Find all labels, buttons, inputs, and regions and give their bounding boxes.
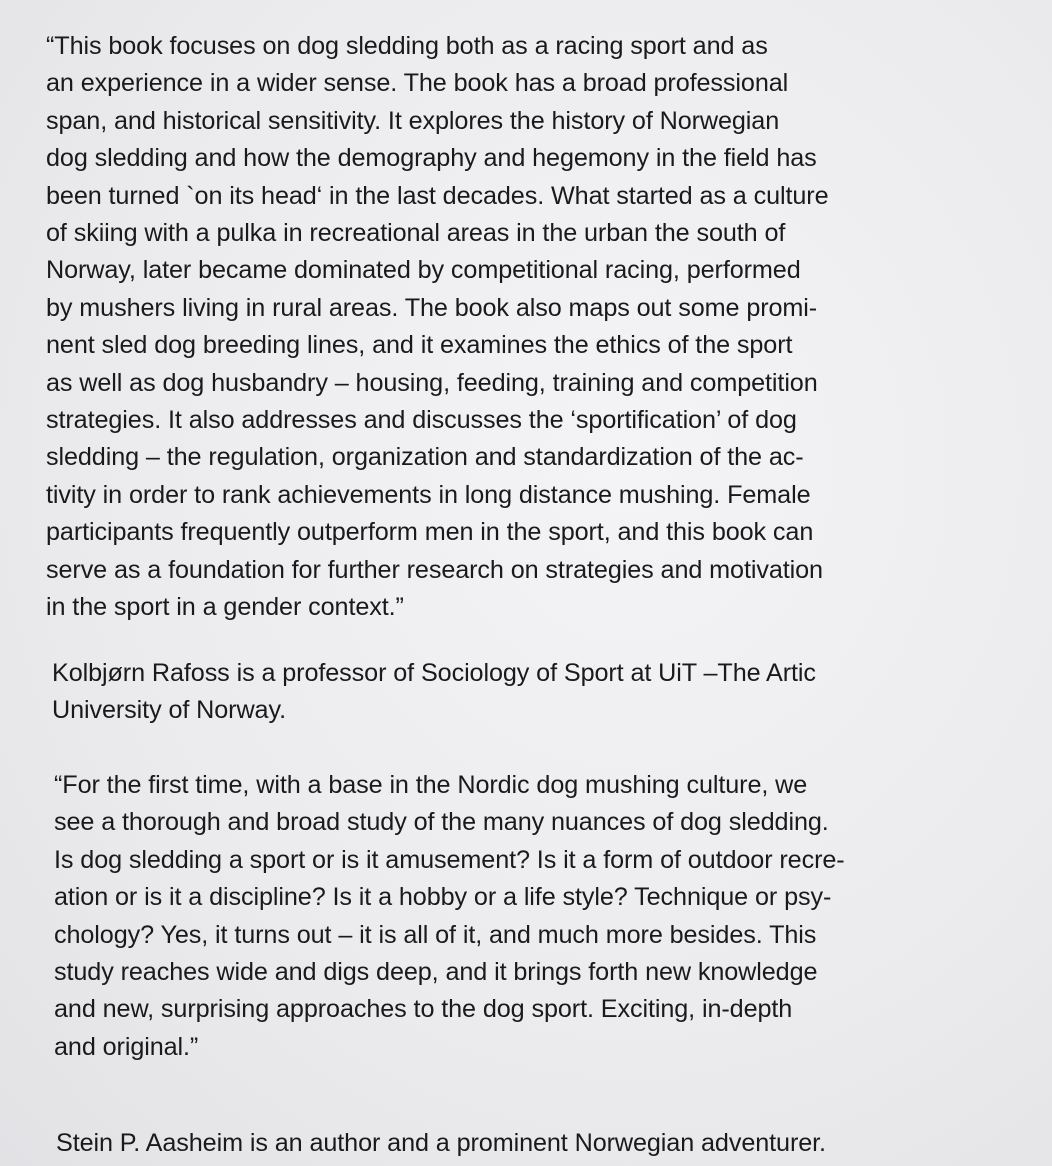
text-line: Stein P. Aasheim is an author and a prominent Norwegian adventurer. <box>56 1129 826 1157</box>
text-line: ation or is it a discipline? Is it a hobby or a life style? Technique or psy- <box>54 883 832 912</box>
text-line: chology? Yes, it turns out – it is all of it, and much more besides. This <box>54 920 817 949</box>
text-line: and original.” <box>54 1032 199 1061</box>
text-line: of skiing with a pulka in recreational areas in the urban the south of <box>46 219 786 248</box>
author-bio-rafoss <box>52 655 816 730</box>
text-line: in the sport in a gender context.” <box>46 593 404 622</box>
text-line: Kolbjørn Rafoss is a professor of Sociology of Sport at UiT –The Artic <box>52 659 816 687</box>
text-line: an experience in a wider sense. The book has a broad professional <box>46 69 789 98</box>
text-line: by mushers living in rural areas. The book also maps out some promi- <box>46 293 818 322</box>
text-line: University of Norway. <box>52 696 286 725</box>
text-line: as well as dog husbandry – housing, feeding, training and competition <box>46 368 818 397</box>
text-line: dog sledding and how the demography and hegemony in the field has <box>46 144 817 173</box>
text-line: serve as a foundation for further research on strategies and motivation <box>46 555 823 584</box>
text-line: Is dog sledding a sport or is it amusement? Is it a form of outdoor recre- <box>54 845 845 874</box>
text-line: tivity in order to rank achievements in long distance mushing. Female <box>46 480 811 509</box>
text-line: nent sled dog breeding lines, and it examines the ethics of the sport <box>46 331 793 360</box>
book-description-quote <box>46 28 828 627</box>
text-line: Norway, later became dominated by competitional racing, performed <box>46 256 801 285</box>
text-line: span, and historical sensitivity. It explores the history of Norwegian <box>46 106 780 135</box>
text-line: study reaches wide and digs deep, and it brings forth new knowledge <box>54 958 818 987</box>
text-line: “This book focuses on dog sledding both as a racing sport and as <box>46 32 768 60</box>
endorsement-quote <box>54 767 845 1066</box>
text-line: sledding – the regulation, organization and standardization of the ac- <box>46 443 804 472</box>
text-line: and new, surprising approaches to the dog sport. Exciting, in-depth <box>54 995 793 1024</box>
text-line: “For the first time, with a base in the Nordic dog mushing culture, we <box>54 771 808 799</box>
text-line: participants frequently outperform men in the sport, and this book can <box>46 518 814 547</box>
text-line: see a thorough and broad study of the many nuances of dog sledding. <box>54 808 829 837</box>
text-line: been turned `on its head‘ in the last decades. What started as a culture <box>46 181 829 210</box>
endorser-bio-aasheim <box>56 1125 826 1162</box>
text-line: strategies. It also addresses and discusses the ‘sportification’ of dog <box>46 406 797 435</box>
